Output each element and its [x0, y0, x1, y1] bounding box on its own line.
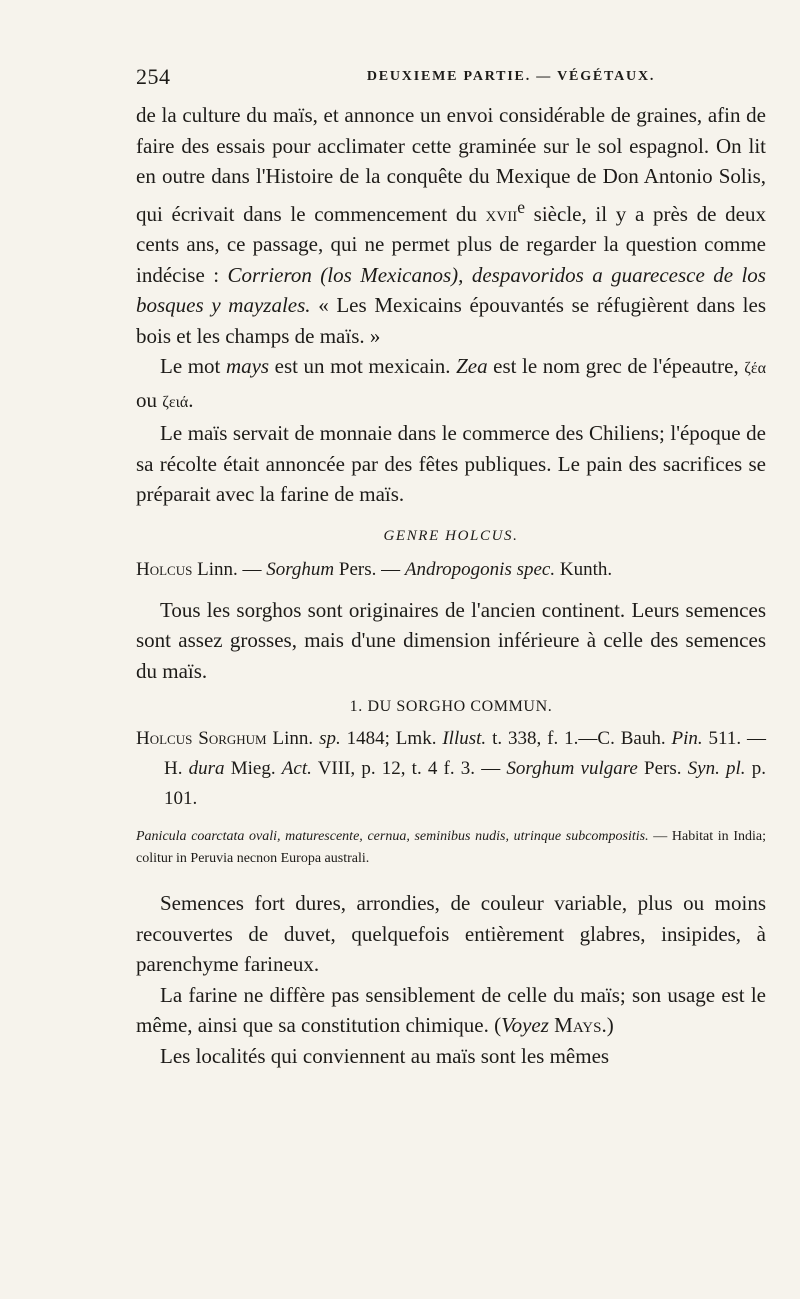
term: mays: [225, 354, 270, 378]
genus-name: Holcus: [136, 558, 193, 580]
text-run: de la culture du maïs, et annonce un envoi considérable de graines, afin de faire des essais pour acclimater cette graminée sur le sol espagnol. On lit en outre dans l'Histoire de la conquête du Mexique de Don Antonio Solis, qui écrivait dans le commencement du: [136, 103, 766, 226]
text-run: VIII, p. 12, t. 4 f. 3. —: [311, 758, 507, 779]
text-run: Linn.: [266, 728, 320, 749]
text-run: « Les Mexicains épouvantés se réfugièrent dans les bois et les champs de maïs. »: [136, 293, 766, 348]
latin-description: [136, 826, 766, 870]
term: Zea: [456, 354, 488, 378]
superscript: e: [517, 196, 525, 217]
species-heading: 1. DU SORGHO COMMUN.: [349, 698, 553, 715]
greek-term: ζέα: [744, 360, 766, 377]
cross-reference: Voyez: [501, 1013, 549, 1037]
text-run: est un mot mexicain.: [269, 354, 457, 378]
text-run: Pers.: [637, 758, 688, 779]
genus-name: Sorghum: [266, 558, 335, 580]
spanish-quote: (los Mexicanos),: [311, 262, 472, 287]
abbrev: Act.: [281, 758, 312, 779]
text-run: 511. — H.: [164, 728, 766, 779]
spanish-quote: despavoridos a guarecesce de los bosques y mayzales.: [136, 262, 766, 317]
abbrev: Syn. pl.: [687, 758, 746, 779]
species-name: Sorghum vulgare: [506, 758, 638, 779]
diagnosis: Panicula coarctata ovali, maturescente, cernua, seminibus nudis, utrinque subcompositis.: [136, 829, 649, 844]
text-run: est le nom grec de l'épeautre,: [487, 354, 745, 378]
text-run: Kunth.: [555, 558, 613, 580]
genus-heading: GENRE HOLCUS.: [383, 527, 519, 544]
text-run: Le mot: [160, 354, 226, 378]
spanish-quote: Corrieron: [227, 262, 312, 287]
text-run: t. 338, f. 1.—C. Bauh.: [486, 728, 672, 749]
paragraph-seeds: Semences fort dures, arrondies, de couleur variable, plus ou moins recouvertes de duvet, quelquefois entièrement glabres, insipides, à parenchyme farineux.: [136, 891, 766, 976]
page-header: [136, 64, 766, 94]
cross-reference: Mays.): [548, 1013, 614, 1037]
paragraph-maize-history: [136, 100, 766, 351]
text-run: 1484; Lmk.: [340, 728, 443, 749]
running-head: DEUXIEME PARTIE. — VÉGÉTAUX.: [366, 69, 656, 84]
species-name: Holcus Sorghum: [136, 728, 267, 749]
paragraph-etymology: [136, 351, 766, 418]
abbrev: Illust.: [442, 728, 487, 749]
species-references: [136, 724, 766, 814]
century-numeral: xvii: [485, 201, 518, 226]
text-run: .: [188, 387, 194, 412]
paragraph-localities: Les localités qui conviennent au maïs sont les mêmes: [160, 1043, 610, 1068]
abbrev: Pin.: [671, 728, 703, 749]
genus-synonymy: [136, 555, 766, 585]
page-body: [136, 100, 766, 1071]
paragraph-flour: [136, 980, 766, 1041]
paragraph-sorghum-origin: Tous les sorghos sont originaires de l'ancien continent. Leurs semences sont assez grosses, mais d'une dimension inférieure à celle des semences du maïs.: [136, 597, 766, 683]
abbrev: dura: [188, 758, 225, 779]
habitat: — Habitat in India; colitur in Peruvia necnon Europa australi.: [136, 829, 766, 866]
text-run: Pers. —: [334, 558, 405, 580]
paragraph-chilean-use: Le maïs servait de monnaie dans le commerce des Chiliens; l'époque de sa récolte était annoncée par des fêtes publiques. Le pain des sacrifices se préparait avec la farine de maïs.: [136, 421, 766, 506]
page-number: 254: [136, 64, 171, 89]
genus-name: Andropogonis spec.: [404, 558, 556, 580]
text-run: siècle, il y a près de deux cents ans, ce passage, qui ne permet plus de regarder la question comme indécise :: [136, 201, 767, 287]
text-run: p. 101.: [164, 758, 766, 809]
text-run: Linn. —: [192, 558, 267, 580]
abbrev: sp.: [319, 728, 341, 749]
text-run: La farine ne diffère pas sensiblement de celle du maïs; son usage est le même, ainsi que sa constitution chimique. (: [136, 982, 766, 1037]
text-run: ou: [136, 387, 163, 412]
greek-term: ζειά: [162, 393, 189, 411]
text-run: Mieg.: [224, 758, 282, 779]
